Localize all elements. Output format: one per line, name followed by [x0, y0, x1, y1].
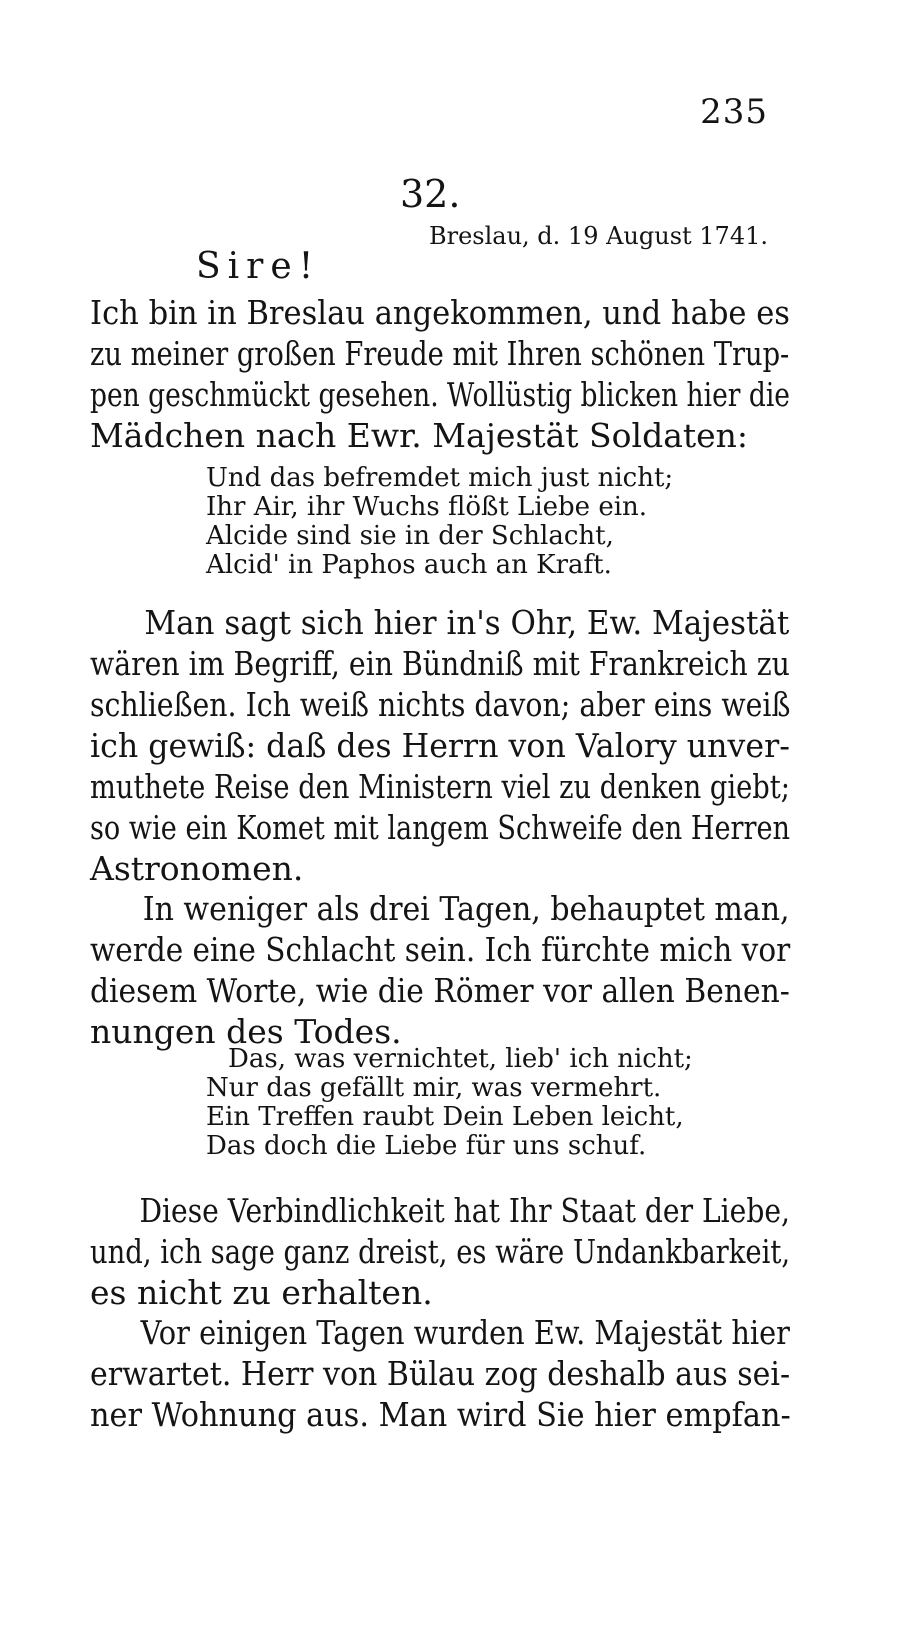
- paragraph-line: ner Wohnung aus. Man wird Sie hier empfan-: [90, 1395, 791, 1434]
- letter-number: 32.: [400, 172, 461, 216]
- paragraph-line: werde eine Schlacht sein. Ich fürchte mich vor: [90, 930, 791, 969]
- page-number: 235: [700, 92, 768, 132]
- paragraph-line: Man sagt sich hier in's Ohr, Ew. Majestät: [144, 603, 790, 642]
- paragraph-line: Vor einigen Tagen wurden Ew. Majestät hier: [140, 1313, 790, 1352]
- paragraph-2: [90, 602, 790, 889]
- paragraph-line: so wie ein Komet mit langem Schweife den Herren: [90, 808, 791, 847]
- paragraph-3: [90, 888, 790, 1052]
- paragraph-line: wären im Begriff, ein Bündniß mit Frankreich zu: [90, 644, 790, 683]
- salutation: Sire!: [196, 246, 321, 287]
- verse-line: Nur das gefällt mir, was vermehrt.: [206, 1073, 662, 1103]
- verse-line: Das, was vernichtet, lieb' ich nicht;: [228, 1044, 693, 1074]
- paragraph-5: [90, 1312, 790, 1435]
- paragraph-line: Astronomen.: [90, 849, 304, 888]
- paragraph-line: In weniger als drei Tagen, behauptet man,: [142, 889, 790, 928]
- paragraph-line: diesem Worte, wie die Römer vor allen Benen-: [90, 971, 790, 1010]
- verse-line: Und das befremdet mich just nicht;: [206, 463, 674, 493]
- paragraph-line: nungen des Todes.: [90, 1012, 402, 1051]
- paragraph-line: zu meiner großen Freude mit Ihren schönen Trup-: [90, 334, 790, 373]
- verse-2: [206, 1045, 693, 1161]
- paragraph-4: [90, 1190, 790, 1313]
- dateline: Breslau, d. 19 August 1741.: [428, 222, 768, 250]
- paragraph-line: schließen. Ich weiß nichts davon; aber eins weiß: [90, 685, 791, 724]
- verse-1: [206, 464, 673, 580]
- verse-line: Das doch die Liebe für uns schuf.: [206, 1131, 647, 1161]
- paragraph-line: Mädchen nach Ewr. Majestät Soldaten:: [90, 416, 749, 455]
- paragraph-line: muthete Reise den Ministern viel zu denken giebt;: [90, 767, 790, 806]
- paragraph-line: es nicht zu erhalten.: [90, 1273, 433, 1312]
- paragraph-line: und, ich sage ganz dreist, es wäre Undankbarkeit,: [90, 1232, 791, 1271]
- verse-line: Alcid' in Paphos auch an Kraft.: [206, 550, 612, 580]
- verse-line: Ihr Air, ihr Wuchs flößt Liebe ein.: [206, 492, 648, 522]
- paragraph-1: [90, 292, 790, 456]
- paragraph-line: ich gewiß: daß des Herrn von Valory unver-: [90, 726, 790, 765]
- verse-line: Ein Treffen raubt Dein Leben leicht,: [206, 1102, 684, 1132]
- paragraph-line: erwartet. Herr von Bülau zog deshalb aus sei-: [90, 1354, 791, 1393]
- paragraph-line: Diese Verbindlichkeit hat Ihr Staat der Liebe,: [139, 1191, 790, 1230]
- verse-line: Alcide sind sie in der Schlacht,: [206, 521, 614, 551]
- paragraph-line: pen geschmückt gesehen. Wollüstig blicken hier die: [90, 375, 790, 414]
- paragraph-line: Ich bin in Breslau angekommen, und habe es: [90, 293, 790, 332]
